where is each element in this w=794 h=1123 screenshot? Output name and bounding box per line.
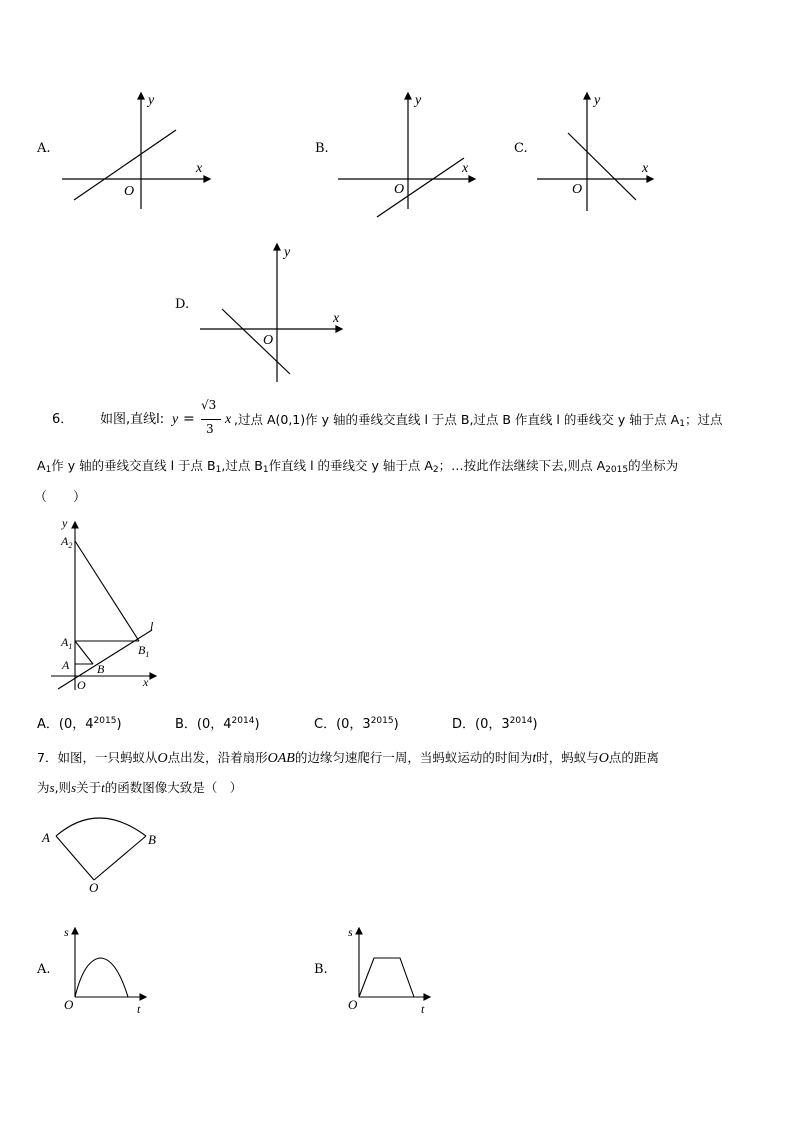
q6-fig-B: B: [97, 662, 105, 676]
q6-fig-A2: $A_2$: [61, 534, 73, 550]
q5-a-origin: O: [124, 184, 135, 199]
q5-option-c-label[interactable]: C.: [514, 141, 528, 156]
q6-formula-numerator: √3: [201, 398, 217, 412]
q5-c-origin: O: [572, 182, 583, 197]
q5-b-x-label: x: [462, 161, 469, 176]
q6-fig-O: O: [77, 678, 86, 692]
q7-option-b-label[interactable]: B.: [314, 962, 328, 977]
q7-text-line2: 为s,则s关于t的函数图像大致是（ ）: [37, 780, 243, 795]
q5-b-y-label: y: [415, 93, 422, 108]
q7-a-origin: O: [64, 997, 74, 1012]
q6-formula-y: y: [172, 412, 179, 427]
q6-fig-x: x: [143, 675, 149, 689]
q7-b-origin: O: [348, 997, 358, 1012]
q6-formula-eq: =: [183, 411, 195, 427]
q7-b-s-label: s: [348, 925, 353, 939]
q6-text-line1: ,过点 A(0,1)作 y 轴的垂线交直线 l 于点 B,过点 B 作直线 l 的垂线交 y 轴于点 $A_1$；过点: [234, 412, 723, 429]
q7-option-a-label[interactable]: A.: [37, 962, 51, 977]
q6-choice-b[interactable]: B．(0，$4^{2014}$): [175, 716, 260, 732]
q5-d-y-label: y: [284, 245, 291, 260]
q6-fig-B1: $B_1$: [138, 643, 150, 659]
q6-fig-A2-label: A: [61, 534, 69, 548]
q5-c-y-label: y: [594, 93, 601, 108]
q6-intro: 如图,直线l:: [100, 412, 165, 427]
q5-option-a-label[interactable]: A.: [37, 141, 51, 156]
q6-formula-denominator: 3: [206, 422, 214, 436]
q6-text-line2: $A_1$作 y 轴的垂线交直线 l 于点 $B_1$,过点 $B_1$作直线 l 的垂线交 y 轴于点 $A_2$；…按此作法继续下去,则点 $A_{2015}$的坐标为: [37, 458, 679, 475]
q5-a-x-label: x: [196, 161, 203, 176]
q7-b-t-label: t: [421, 1002, 425, 1016]
q6-choice-c[interactable]: C．(0，$3^{2015}$): [314, 716, 399, 732]
q5-option-d-label[interactable]: D.: [175, 297, 190, 312]
q5-d-origin: O: [263, 333, 274, 348]
q5-b-origin: O: [394, 182, 405, 197]
q7-a-t-label: t: [137, 1002, 141, 1016]
q7-a-s-label: s: [64, 925, 69, 939]
q7-sector-A: A: [42, 830, 50, 845]
q7-sector-B: B: [148, 832, 156, 847]
q6-number: 6．: [52, 412, 74, 427]
q5-a-y-label: y: [148, 93, 155, 108]
q6-fig-A1: $A_1$: [61, 635, 73, 651]
q6-fig-y: y: [62, 516, 68, 530]
q5-c-x-label: x: [642, 161, 649, 176]
q6-choice-a[interactable]: A．(0，$4^{2015}$): [37, 716, 122, 732]
q7-sector-O: O: [89, 880, 99, 895]
q6-choice-d[interactable]: D．(0，$3^{2014}$): [452, 716, 538, 732]
q6-formula-x: x: [225, 412, 232, 427]
q5-d-x-label: x: [333, 311, 340, 326]
q6-answer-paren: （ ）: [34, 490, 87, 505]
q5-option-b-label[interactable]: B.: [315, 141, 329, 156]
q6-fig-l: l: [150, 619, 154, 633]
q7-text-line1: 7．如图，一只蚂蚁从O点出发，沿着扇形OAB的边缘匀速爬行一周，当蚂蚁运动的时间为t时，蚂蚁与O点的距离: [37, 750, 659, 766]
q6-fig-A: A: [62, 658, 70, 672]
